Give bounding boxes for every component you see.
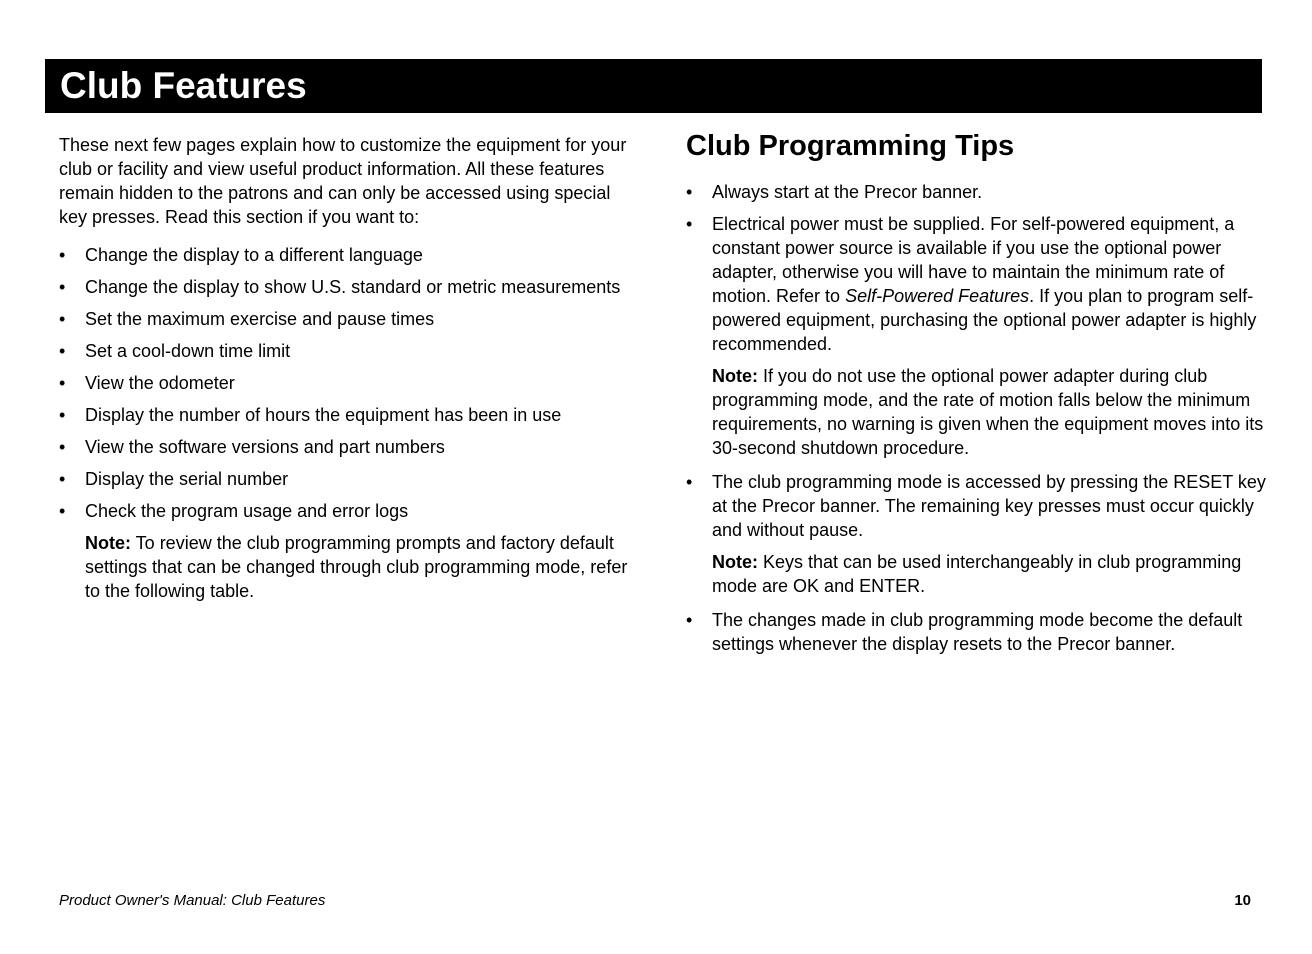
list-item: • Set the maximum exercise and pause times	[59, 307, 639, 331]
note-label: Note:	[712, 552, 758, 572]
note-paragraph	[59, 531, 639, 603]
note-paragraph	[686, 550, 1266, 598]
list-item: • View the odometer	[59, 371, 639, 395]
right-column	[686, 128, 1266, 664]
feature-list	[59, 243, 639, 523]
note-paragraph	[686, 364, 1266, 460]
list-item: • Set a cool-down time limit	[59, 339, 639, 363]
page-number: 10	[1234, 892, 1251, 909]
list-item: • Change the display to show U.S. standard or metric measurements	[59, 275, 639, 299]
tips-list	[686, 180, 1266, 356]
page-title: Club Features	[60, 65, 307, 106]
note-label: Note:	[85, 533, 131, 553]
note-label: Note:	[712, 366, 758, 386]
tips-list	[686, 470, 1266, 542]
title-banner	[45, 59, 1262, 113]
intro-paragraph: These next few pages explain how to customize the equipment for your club or facility and view useful product information. All these features remain hidden to the patrons and can only be accessed using special key presses. Read this section if you want to:	[59, 135, 627, 227]
item-text: . If you plan to program self-powered equipment, purchasing the optional power adapter is highly recommended.	[712, 286, 1257, 354]
note-text: If you do not use the optional power adapter during club programming mode, and the rate of motion falls below the minimum requirements, no warning is given when the equipment moves into its 30-second shutdown procedure.	[712, 366, 1264, 458]
item-text: Electrical power must be supplied. For self-powered equipment, a constant power source is available if you use the optional power adapter, otherwise you will have to maintain the minimum rate of motion. Refer to	[712, 214, 1235, 306]
list-item: • The club programming mode is accessed by pressing the RESET key at the Precor banner. The remaining key presses must occur quickly and without pause.	[686, 470, 1266, 542]
footer-title: Product Owner's Manual: Club Features	[59, 892, 326, 909]
list-item: • Change the display to a different language	[59, 243, 639, 267]
note-text: Keys that can be used interchangeably in club programming mode are OK and ENTER.	[712, 552, 1242, 596]
list-item	[686, 212, 1266, 356]
tips-list	[686, 608, 1266, 656]
list-item: • View the software versions and part numbers	[59, 435, 639, 459]
left-column	[59, 133, 639, 603]
section-heading: Club Programming Tips	[686, 130, 1015, 162]
list-item: • The changes made in club programming mode become the default settings whenever the display resets to the Precor banner.	[686, 608, 1266, 656]
list-item: • Display the serial number	[59, 467, 639, 491]
item-emphasis: Self-Powered Features	[845, 286, 1030, 306]
list-item: • Display the number of hours the equipment has been in use	[59, 403, 639, 427]
list-item: • Always start at the Precor banner.	[686, 180, 1266, 204]
list-item: • Check the program usage and error logs	[59, 499, 639, 523]
note-text: To review the club programming prompts and factory default settings that can be changed through club programming mode, refer to the following table.	[85, 533, 628, 601]
